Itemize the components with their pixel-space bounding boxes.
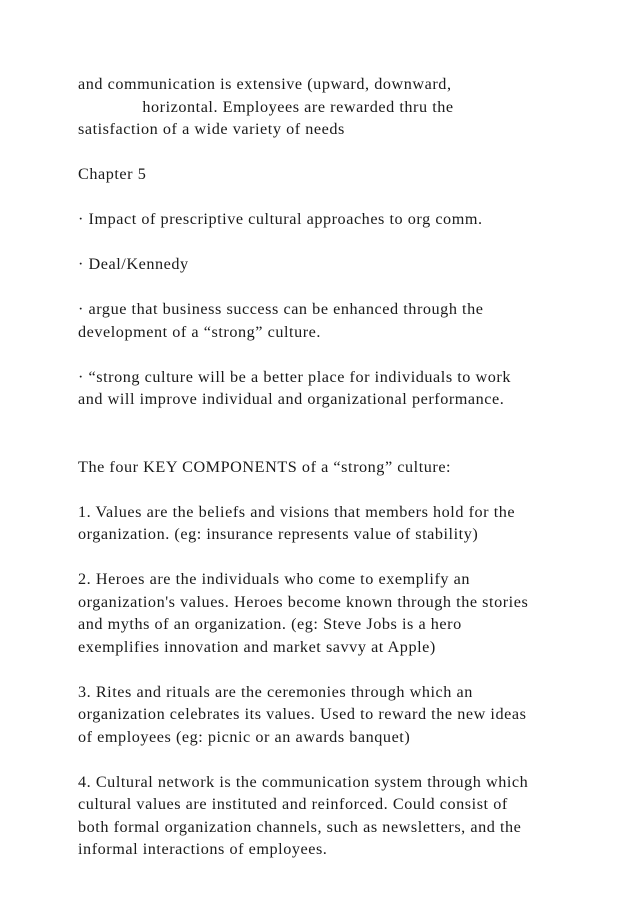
- component-cultural-network: [78, 771, 578, 861]
- text-line: and will improve individual and organizational performance.: [78, 390, 505, 408]
- text-line: · argue that business success can be enhanced through the: [78, 300, 484, 318]
- text-line: of employees (eg: picnic or an awards banquet): [78, 727, 411, 746]
- text-line: organization. (eg: insurance represents value of stability): [78, 525, 479, 543]
- bullet-argue: [78, 298, 578, 343]
- text-line: 2. Heroes are the individuals who come to exemplify an: [78, 570, 471, 588]
- chapter-heading: [78, 163, 578, 186]
- text-line: both formal organization channels, such as newsletters, and the: [78, 817, 522, 836]
- bullet-deal-kennedy: [78, 253, 578, 276]
- text-line: 1. Values are the beliefs and visions that members hold for the: [78, 502, 516, 521]
- paragraph-communication: [78, 73, 578, 141]
- text-line: cultural values are instituted and reinforced. Could consist of: [78, 795, 508, 813]
- text-line: · Deal/Kennedy: [78, 255, 189, 273]
- text-line: organization celebrates its values. Used to reward the new ideas: [78, 705, 527, 723]
- text-line: 3. Rites and rituals are the ceremonies through which an: [78, 682, 473, 701]
- component-heroes: [78, 568, 578, 658]
- bullet-impact: [78, 208, 578, 231]
- text-line: The four KEY COMPONENTS of a “strong” culture:: [78, 457, 452, 476]
- text-line: exemplifies innovation and market savvy at Apple): [78, 637, 436, 656]
- text-line: Chapter 5: [78, 165, 147, 183]
- text-line: and myths of an organization. (eg: Steve Jobs is a hero: [78, 615, 462, 633]
- text-line: horizontal. Employees are rewarded thru the: [78, 97, 454, 116]
- text-line: informal interactions of employees.: [78, 840, 328, 858]
- document-body: [78, 73, 578, 883]
- text-line: organization's values. Heroes become known through the stories: [78, 592, 529, 611]
- text-line: · Impact of prescriptive cultural approaches to org comm.: [78, 210, 483, 228]
- key-components-heading: [78, 456, 578, 479]
- text-line: and communication is extensive (upward, downward,: [78, 75, 452, 93]
- component-values: [78, 501, 578, 546]
- text-line: 4. Cultural network is the communication system through which: [78, 772, 529, 791]
- text-line: satisfaction of a wide variety of needs: [78, 120, 345, 138]
- text-line: development of a “strong” culture.: [78, 322, 321, 341]
- bullet-strong-culture: [78, 366, 578, 411]
- text-line: · “strong culture will be a better place for individuals to work: [78, 367, 512, 386]
- component-rites-rituals: [78, 681, 578, 749]
